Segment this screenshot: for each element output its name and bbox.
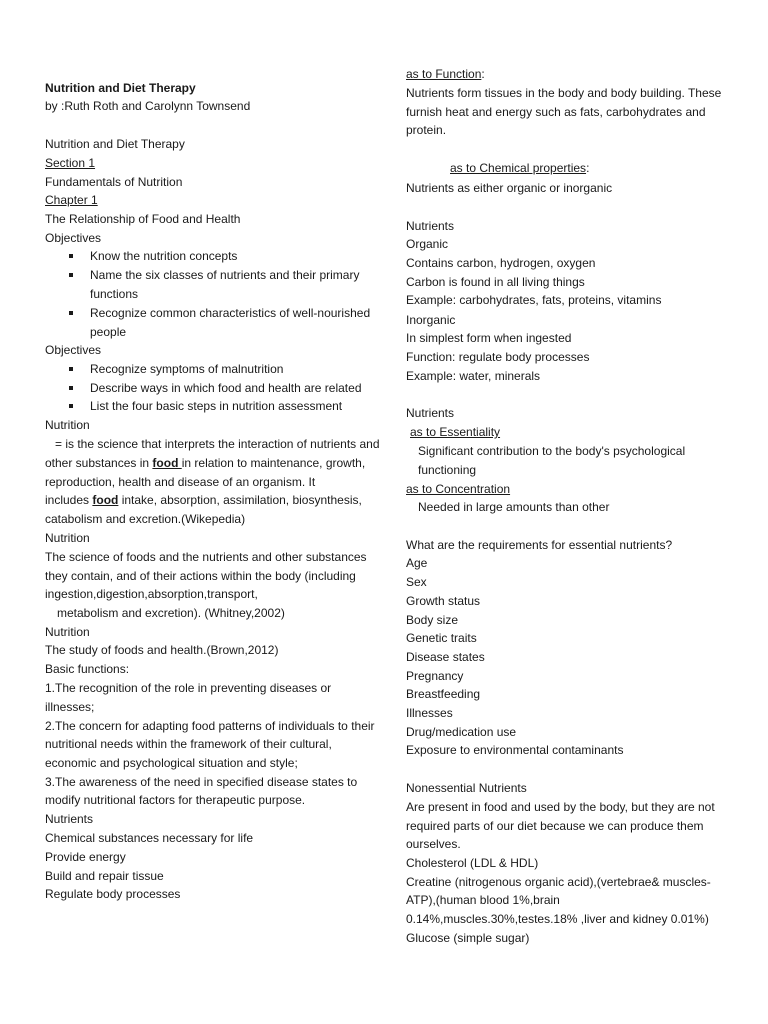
nutrients-line: Example: water, minerals: [406, 369, 541, 383]
nutrients-line: Build and repair tissue: [45, 869, 164, 883]
colon: :: [481, 67, 485, 81]
requirement-item: Body size: [406, 613, 459, 627]
nutrients-heading: Nutrients: [45, 812, 94, 826]
as-to-function-line: [406, 66, 485, 82]
basic-function-line: 3.The awareness of the need in specified disease states to: [45, 775, 358, 789]
definition-text: includes: [45, 493, 93, 507]
nonessential-line: ATP),(human blood 1%,brain: [406, 893, 560, 907]
definition-line: reproduction, health and disease of an organism. It: [45, 475, 316, 489]
requirement-item: Illnesses: [406, 706, 453, 720]
function-line: furnish heat and energy such as fats, carbohydrates and: [406, 105, 706, 119]
objective-item: Describe ways in which food and health are related: [90, 381, 362, 395]
basic-function-line: modify nutritional factors for therapeutic purpose.: [45, 793, 306, 807]
as-to-chemical-line: [450, 160, 589, 176]
concentration-line: Needed in large amounts than other: [418, 500, 610, 514]
as-to-essentiality-label: as to Essentiality: [410, 425, 501, 439]
nutrients-line: Nutrients: [406, 219, 455, 233]
definition-text: in relation to maintenance, growth,: [181, 456, 366, 470]
nonessential-line: Are present in food and used by the body, but they are not: [406, 800, 715, 814]
requirement-item: Sex: [406, 575, 427, 589]
basic-function-line: 1.The recognition of the role in preventing diseases or: [45, 681, 332, 695]
objectives-heading-1: Objectives: [45, 231, 102, 245]
nutrition-heading: Nutrition: [45, 625, 90, 639]
nutrients-line: Contains carbon, hydrogen, oxygen: [406, 256, 596, 270]
nutrients-line: Chemical substances necessary for life: [45, 831, 254, 845]
requirements-question: What are the requirements for essential nutrients?: [406, 538, 673, 552]
basic-function-line: nutritional needs within the framework of their cultural,: [45, 737, 332, 751]
as-to-function-label: as to Function: [406, 67, 482, 81]
requirement-item: Breastfeeding: [406, 687, 481, 701]
nutrients-line: Carbon is found in all living things: [406, 275, 585, 289]
requirement-item: Genetic traits: [406, 631, 477, 645]
nonessential-line: 0.14%,muscles.30%,testes.18% ,liver and kidney 0.01%): [406, 912, 709, 926]
nonessential-line: required parts of our diet because we can produce them: [406, 819, 704, 833]
food-link[interactable]: food: [92, 493, 119, 507]
as-to-concentration-label: as to Concentration: [406, 482, 511, 496]
title-repeat: Nutrition and Diet Therapy: [45, 137, 185, 151]
requirement-item: Exposure to environmental contaminants: [406, 743, 624, 757]
function-line: Nutrients form tissues in the body and body building. These: [406, 86, 722, 100]
function-line: protein.: [406, 123, 447, 137]
requirement-item: Drug/medication use: [406, 725, 517, 739]
definition-text: other substances in: [45, 456, 153, 470]
objective-item: Recognize common characteristics of well-nourished: [90, 306, 371, 320]
section-title: Fundamentals of Nutrition: [45, 175, 183, 189]
basic-function-line: 2.The concern for adapting food patterns of individuals to their: [45, 719, 375, 733]
requirement-item: Growth status: [406, 594, 481, 608]
definition-text: intake, absorption, assimilation, biosynthesis,: [118, 493, 362, 507]
definition-line: [45, 455, 365, 471]
food-link[interactable]: food: [152, 456, 182, 470]
definition-line: The science of foods and the nutrients and other substances: [45, 550, 367, 564]
nonessential-heading: Nonessential Nutrients: [406, 781, 527, 795]
nutrients-heading: Nutrients: [406, 406, 455, 420]
objectives-heading-2: Objectives: [45, 343, 102, 357]
authors: by :Ruth Roth and Carolynn Townsend: [45, 99, 251, 113]
essentiality-line: functioning: [418, 463, 477, 477]
nutrients-line: Example: carbohydrates, fats, proteins, vitamins: [406, 293, 662, 307]
nutrients-line: Function: regulate body processes: [406, 350, 590, 364]
basic-functions-heading: Basic functions:: [45, 662, 130, 676]
definition-line: = is the science that interprets the interaction of nutrients and: [55, 437, 380, 451]
requirement-item: Pregnancy: [406, 669, 464, 683]
nutrients-line: Regulate body processes: [45, 887, 181, 901]
definition-line: metabolism and excretion). (Whitney,2002): [57, 606, 285, 620]
nutrients-line: Inorganic: [406, 313, 456, 327]
objective-item: Name the six classes of nutrients and their primary: [90, 268, 360, 282]
chapter-label: Chapter 1: [45, 193, 98, 207]
definition-line: [45, 492, 362, 508]
definition-line: ingestion,digestion,absorption,transport,: [45, 587, 258, 601]
section-label: Section 1: [45, 156, 96, 170]
nonessential-line: Cholesterol (LDL & HDL): [406, 856, 539, 870]
nonessential-line: ourselves.: [406, 837, 461, 851]
nutrients-line: Organic: [406, 237, 449, 251]
chapter-title: The Relationship of Food and Health: [45, 212, 241, 226]
objective-item: Know the nutrition concepts: [90, 249, 238, 263]
nonessential-line: Creatine (nitrogenous organic acid),(vertebrae& muscles-: [406, 875, 711, 889]
basic-function-line: illnesses;: [45, 700, 95, 714]
objective-item-cont: functions: [90, 287, 139, 301]
nutrients-line: Provide energy: [45, 850, 126, 864]
nutrients-line: In simplest form when ingested: [406, 331, 572, 345]
chemical-line: Nutrients as either organic or inorganic: [406, 181, 613, 195]
definition-line: catabolism and excretion.(Wikepedia): [45, 512, 246, 526]
basic-function-line: economic and psychological situation and style;: [45, 756, 298, 770]
objective-item: Recognize symptoms of malnutrition: [90, 362, 284, 376]
nutrition-heading: Nutrition: [45, 531, 90, 545]
definition-line: they contain, and of their actions within the body (including: [45, 569, 356, 583]
objective-item: List the four basic steps in nutrition assessment: [90, 399, 343, 413]
essentiality-line: Significant contribution to the body's psychological: [418, 444, 686, 458]
nonessential-line: Glucose (simple sugar): [406, 931, 530, 945]
requirement-item: Age: [406, 556, 428, 570]
requirement-item: Disease states: [406, 650, 485, 664]
objective-item-cont: people: [90, 325, 127, 339]
as-to-chemical-label: as to Chemical properties: [450, 161, 587, 175]
colon: :: [586, 161, 590, 175]
definition-line: The study of foods and health.(Brown,2012): [45, 643, 279, 657]
book-title: Nutrition and Diet Therapy: [45, 81, 196, 95]
nutrition-heading: Nutrition: [45, 418, 90, 432]
